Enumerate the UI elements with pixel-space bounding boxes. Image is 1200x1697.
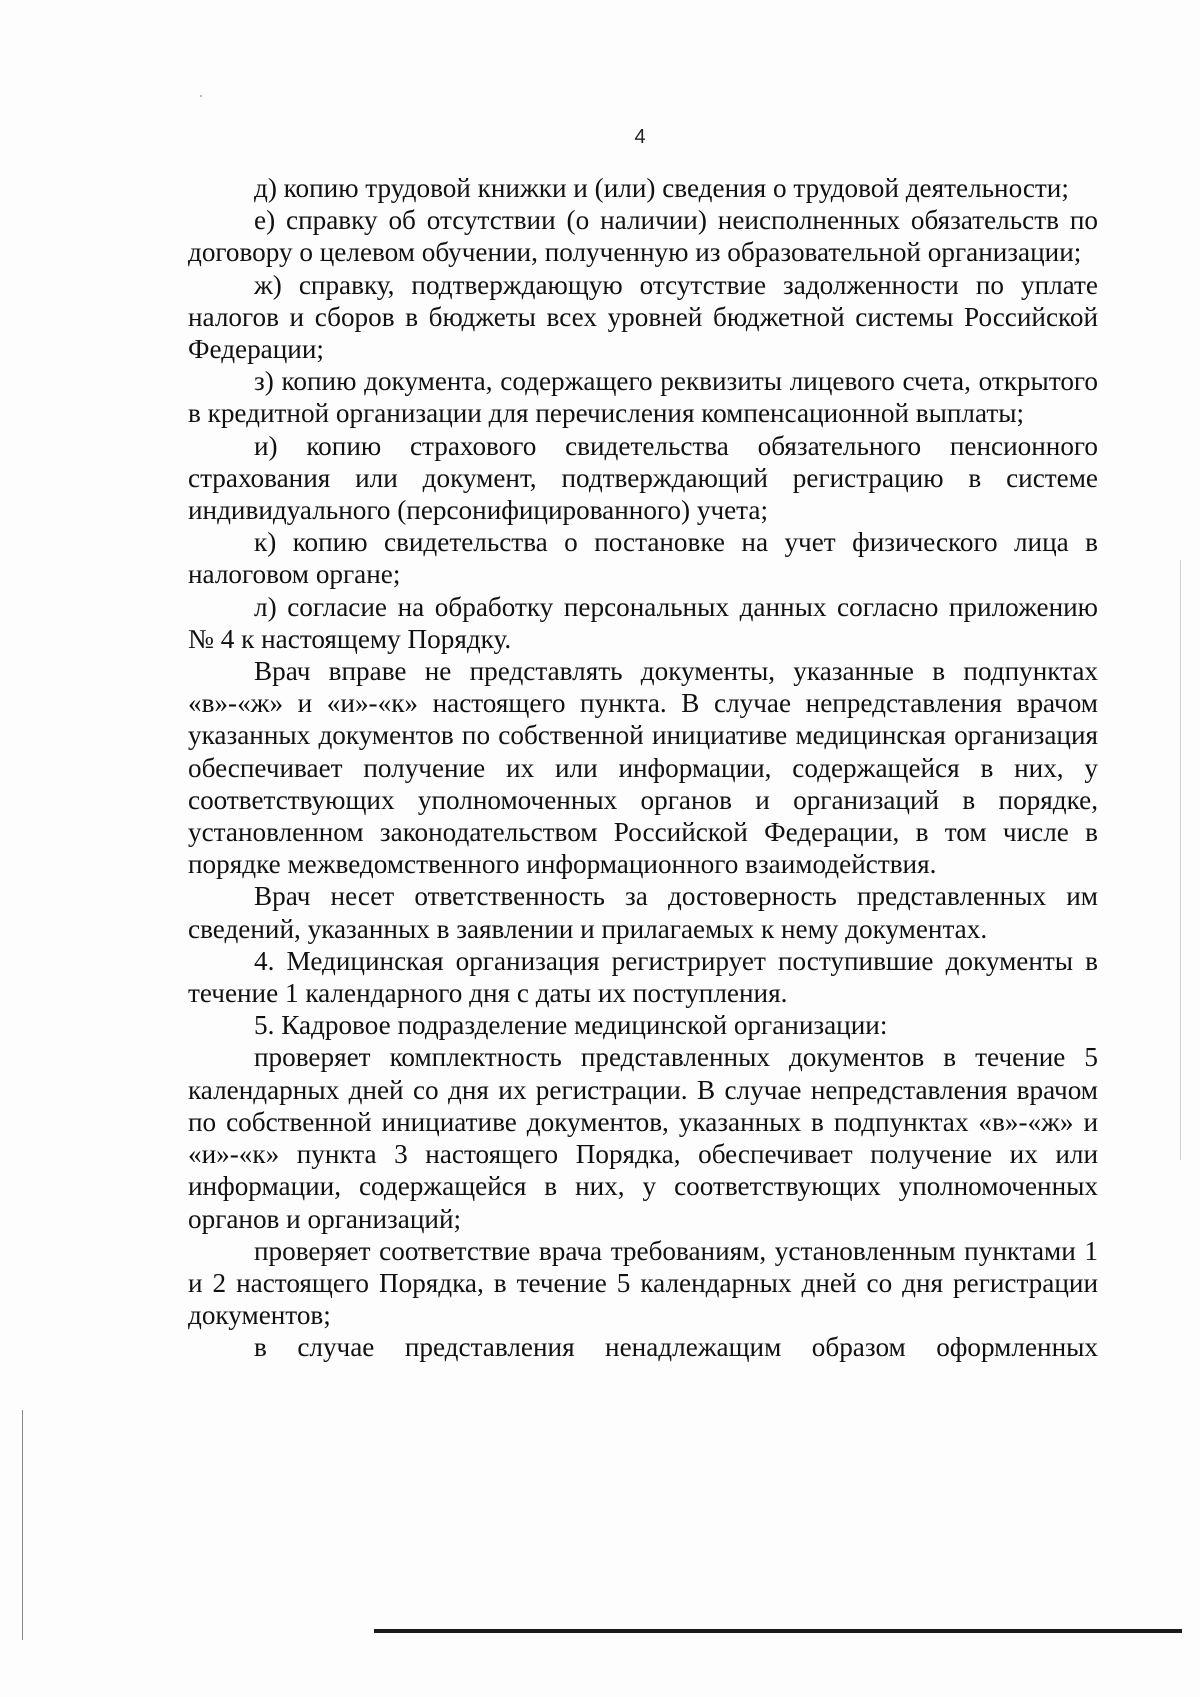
clause-4-registration: 4. Медицинская организация регистрирует поступившие документы в течение 1 календарного дня с даты их поступления.: [188, 945, 1098, 1009]
item-i-pension-insurance-certificate: и) копию страхового свидетельства обязательного пенсионного страхования или документ, подтверждающий регистрацию в системе индивидуального (персонифицированного) учета;: [188, 430, 1098, 526]
item-l-personal-data-consent: л) согласие на обработку персональных данных согласно приложению № 4 к настоящему Порядку.: [188, 591, 1098, 654]
paragraph-doctor-right-not-to-submit: Врач вправе не представлять документы, указанные в подпунктах «в»-«ж» и «и»-«к» настоящего пункта. В случае непредставления врачом указанных документов по собственной инициативе медицинская организация обеспечивает получение их или информации, содержащейся в них, у соответствующих уполномоченных органов и организаций в порядке, установленном законодательством Российской Федерации, в том числе в порядке межведомственного информационного взаимодействия.: [188, 656, 1098, 880]
page-number: 4: [634, 126, 646, 148]
paragraph-checks-completeness: проверяет комплектность представленных документов в течение 5 календарных дней со дня их регистрации. В случае непредставления врачом по собственной инициативе документов, указанных в подпунктах «в»-«ж» и «и»-«к» пункта 3 настоящего Порядка, обеспечивает получение их или информации, содержащейся в них, у соответствующих уполномоченных органов и организаций;: [188, 1042, 1098, 1234]
item-zh-tax-debt-certificate: ж) справку, подтверждающую отсутствие задолженности по уплате налогов и сборов в бюджеты всех уровней бюджетной системы Российской Федерации;: [188, 269, 1098, 365]
scan-margin-mark-left: [22, 1410, 23, 1640]
paragraph-checks-compliance: проверяет соответствие врача требованиям, установленным пунктами 1 и 2 настоящего Порядка, в течение 5 календарных дней со дня регистрации документов;: [188, 1235, 1098, 1331]
clause-5-hr-department: 5. Кадровое подразделение медицинской организации:: [254, 1010, 888, 1041]
bottom-rule: [374, 1629, 1182, 1633]
scan-dot: [200, 95, 202, 97]
item-k-tax-registration-certificate: к) копию свидетельства о постановке на учет физического лица в налоговом органе;: [188, 527, 1098, 590]
item-d-labor-book: д) копию трудовой книжки и (или) сведения о трудовой деятельности;: [254, 173, 1069, 203]
item-z-bank-account-details: з) копию документа, содержащего реквизиты лицевого счета, открытого в кредитной организации для перечисления компенсационной выплаты;: [188, 366, 1098, 429]
item-e-target-training-certificate: е) справку об отсутствии (о наличии) неисполненных обязательств по договору о целевом обучении, полученную из образовательной организации;: [188, 205, 1098, 268]
paragraph-doctor-responsibility: Врач несет ответственность за достоверность представленных им сведений, указанных в заявлении и прилагаемых к нему документах.: [188, 881, 1098, 944]
paragraph-improper-documents: в случае представления ненадлежащим образом оформленных: [254, 1332, 1098, 1363]
scan-margin-mark-right: [1180, 560, 1181, 1160]
document-body: [188, 172, 1098, 1364]
